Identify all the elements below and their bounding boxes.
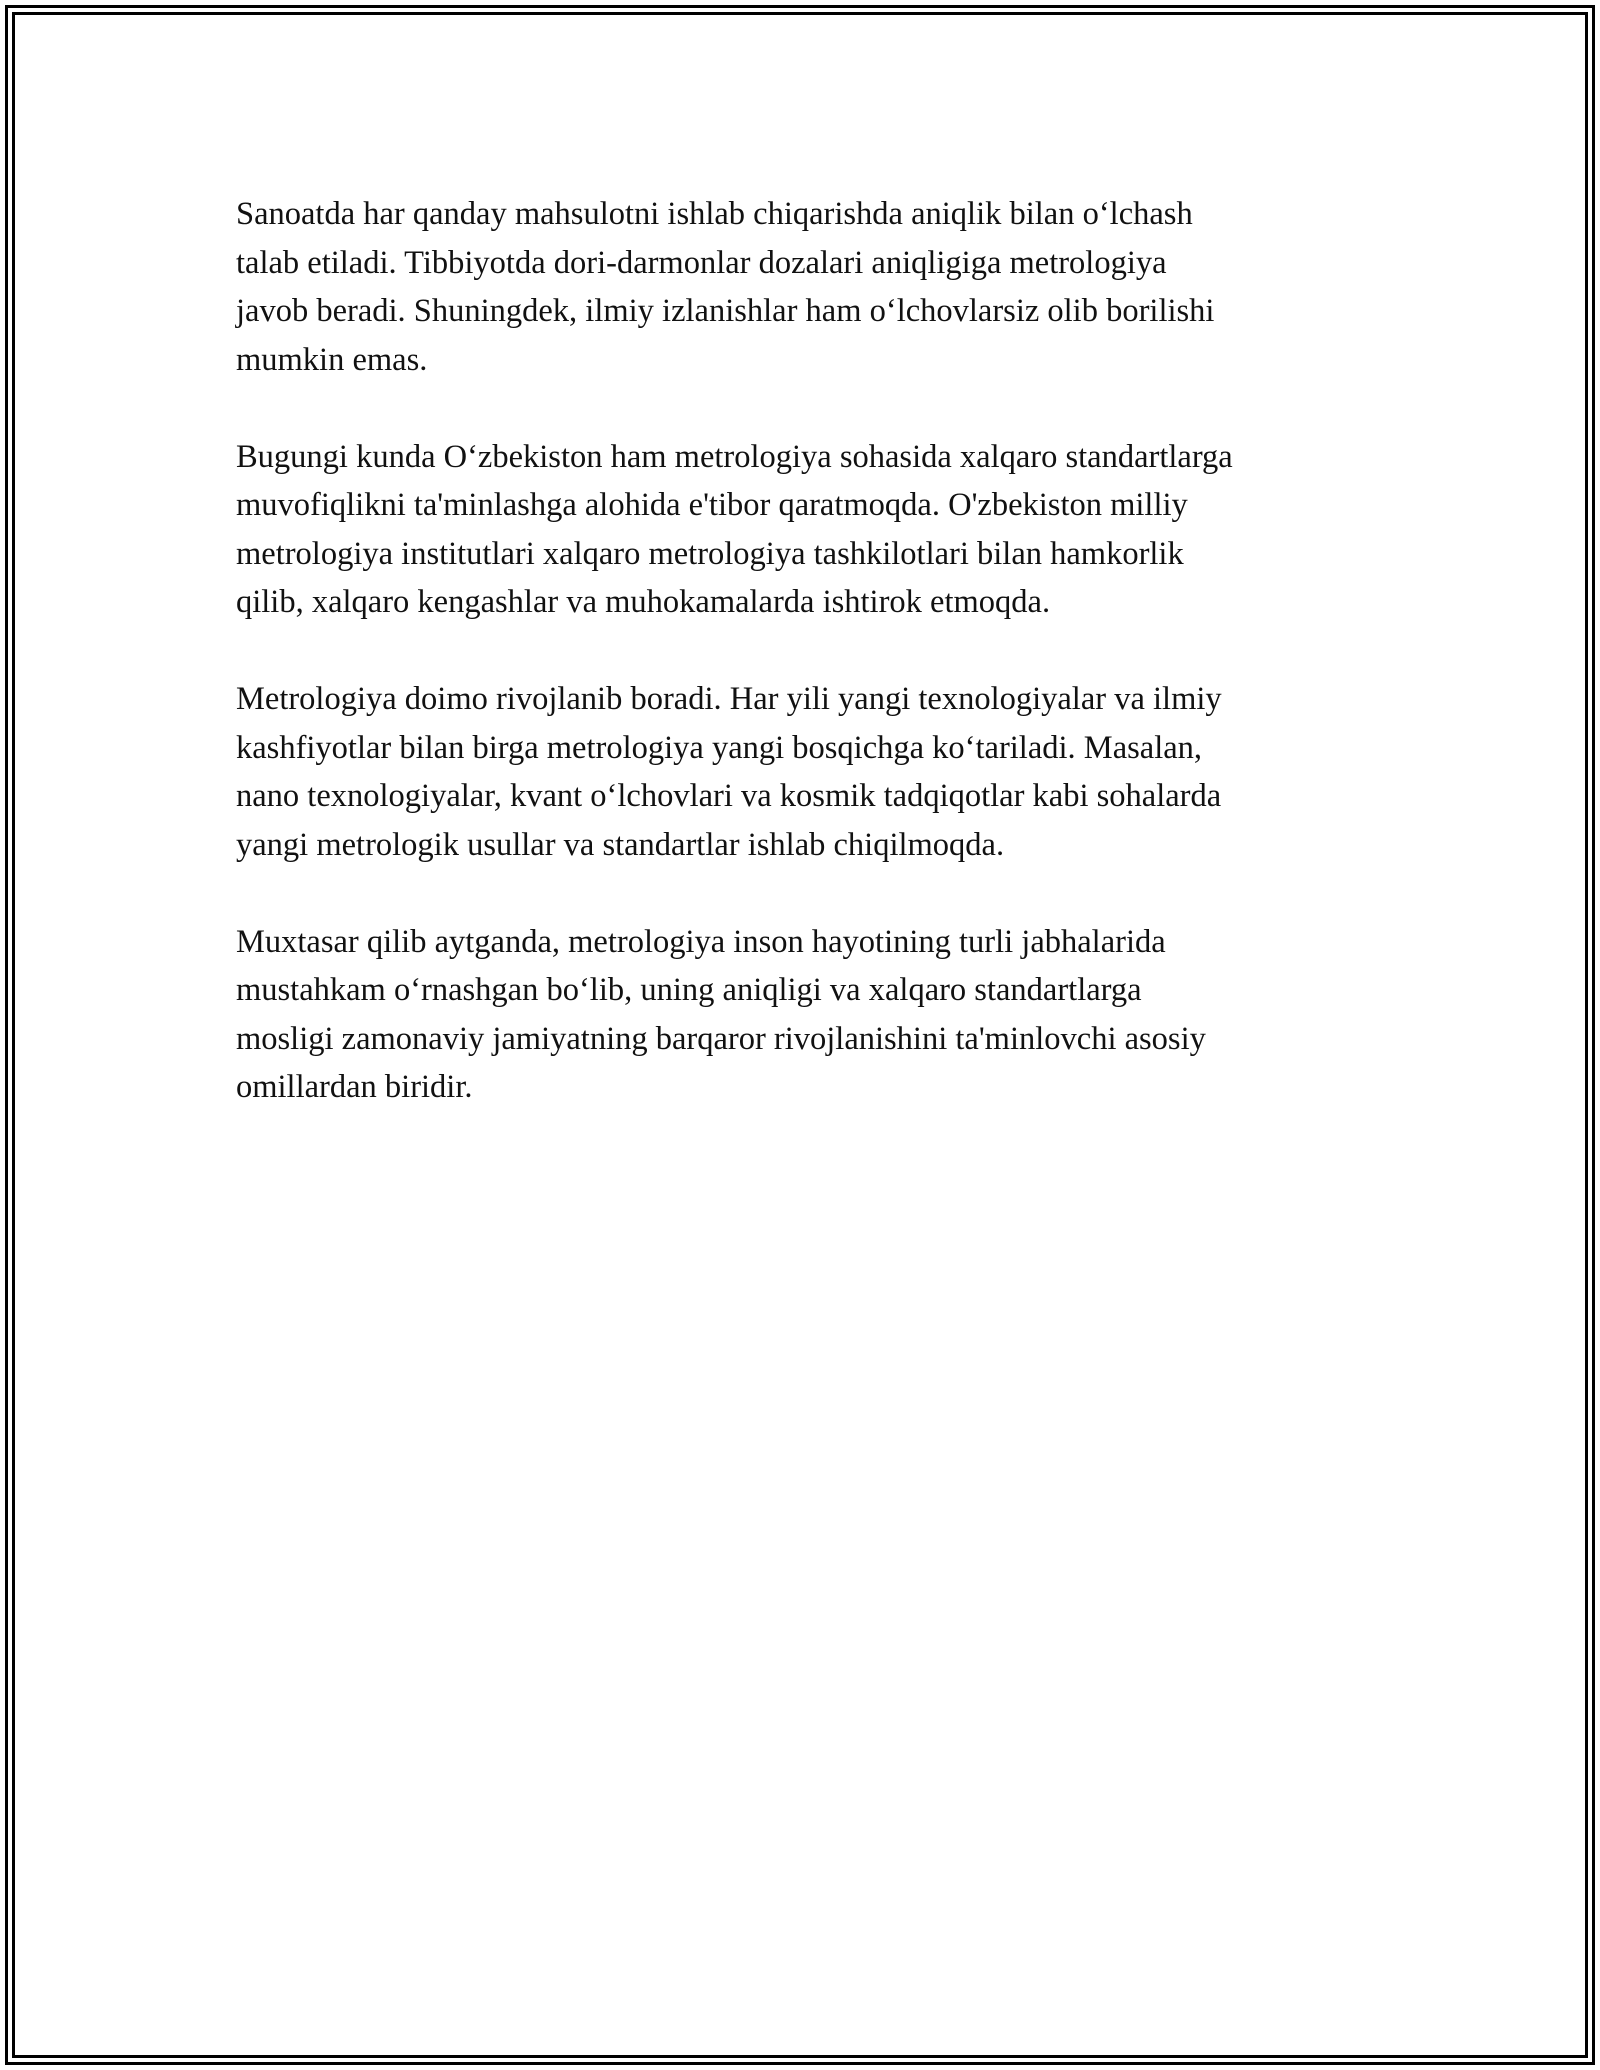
paragraph-line: yangi metrologik usullar va standartlar ishlab chiqilmoqda. xyxy=(236,826,1005,863)
paragraph-2 xyxy=(236,433,1396,627)
paragraph-line: kashfiyotlar bilan birga metrologiya yangi bosqichga ko‘tariladi. Masalan, xyxy=(236,729,1203,766)
paragraph-line: javob beradi. Shuningdek, ilmiy izlanishlar ham o‘lchovlarsiz olib borilishi xyxy=(236,293,1215,329)
document-body xyxy=(236,190,1396,1160)
paragraph-line: omillardan biridir. xyxy=(236,1069,473,1105)
paragraph-line: metrologiya institutlari xalqaro metrologiya tashkilotlari bilan hamkorlik xyxy=(236,535,1184,572)
paragraph-1 xyxy=(236,190,1396,384)
paragraph-line: mustahkam o‘rnashgan bo‘lib, uning aniqligi va xalqaro standartlarga xyxy=(236,972,1142,1008)
paragraph-line: Muxtasar qilib aytganda, metrologiya inson hayotining turli jabhalarida xyxy=(236,923,1166,960)
paragraph-line: mosligi zamonaviy jamiyatning barqaror rivojlanishini ta'minlovchi asosiy xyxy=(236,1020,1206,1057)
paragraph-line: mumkin emas. xyxy=(236,341,428,378)
paragraph-line: nano texnologiyalar, kvant o‘lchovlari va kosmik tadqiqotlar kabi sohalarda xyxy=(236,778,1222,814)
paragraph-line: qilib, xalqaro kengashlar va muhokamalarda ishtirok etmoqda. xyxy=(236,584,1051,620)
paragraph-line: Bugungi kunda O‘zbekiston ham metrologiya sohasida xalqaro standartlarga xyxy=(236,438,1233,475)
paragraph-line: Sanoatda har qanday mahsulotni ishlab chiqarishda aniqlik bilan o‘lchash xyxy=(236,196,1193,232)
paragraph-4 xyxy=(236,918,1396,1112)
paragraph-line: talab etiladi. Tibbiyotda dori-darmonlar dozalari aniqligiga metrologiya xyxy=(236,244,1167,281)
paragraph-line: Metrologiya doimo rivojlanib boradi. Har yili yangi texnologiyalar va ilmiy xyxy=(236,681,1222,717)
paragraph-3 xyxy=(236,675,1396,869)
paragraph-line: muvofiqlikni ta'minlashga alohida e'tibor qaratmoqda. O'zbekiston milliy xyxy=(236,487,1188,523)
